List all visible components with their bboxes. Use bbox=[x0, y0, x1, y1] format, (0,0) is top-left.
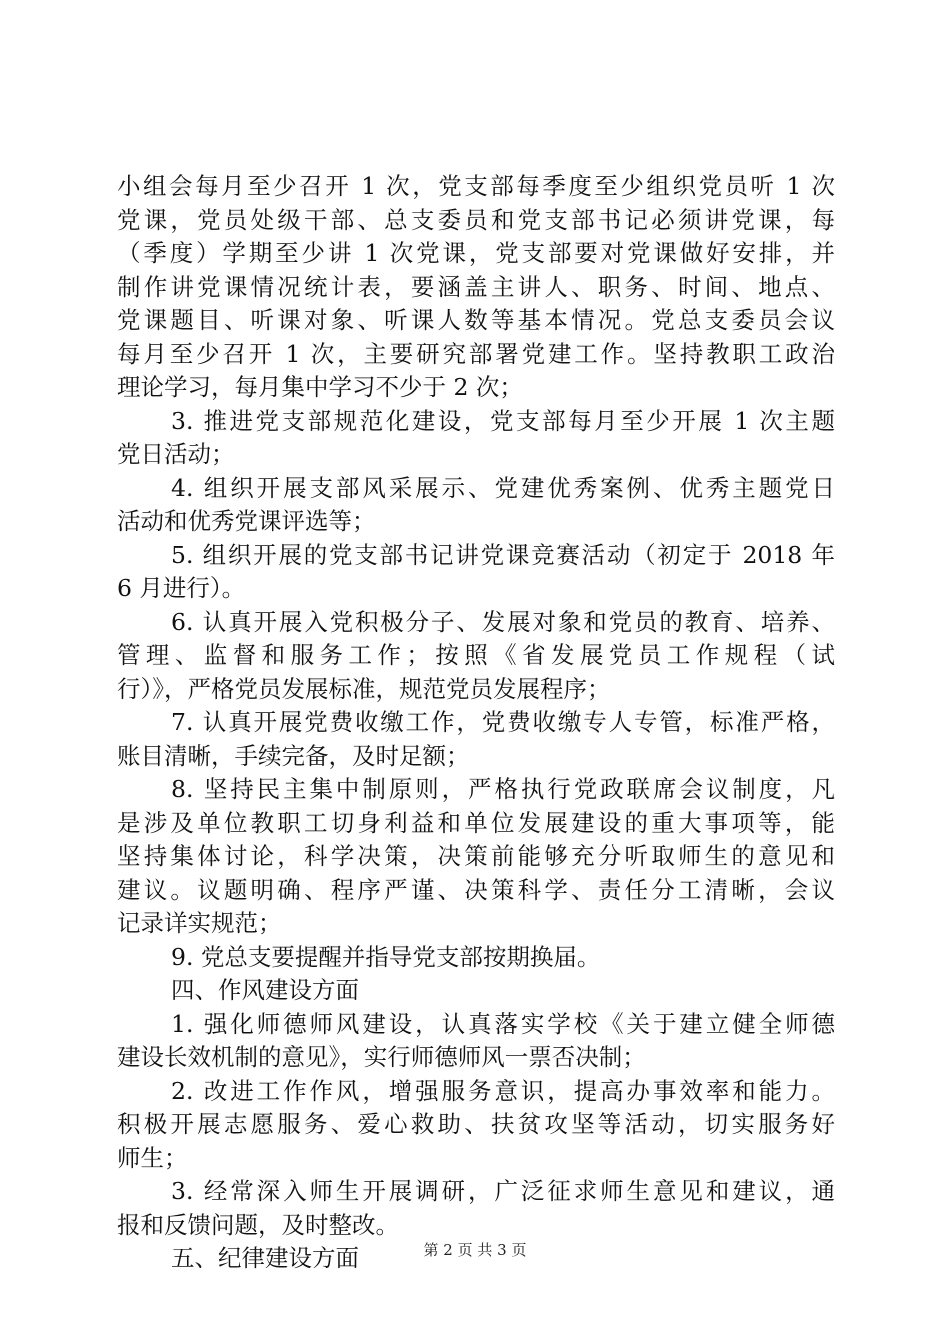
text-line: 记录详实规范； bbox=[117, 909, 282, 937]
text-line: 5. 组织开展的党支部书记讲党课竞赛活动（初定于 2018 年 bbox=[171, 540, 835, 569]
text-line: 管理、监督和服务工作；按照《省发展党员工作规程（试 bbox=[117, 641, 835, 669]
text-line: 8. 坚持民主集中制原则，严格执行党政联席会议制度，凡 bbox=[171, 775, 835, 803]
text-line: 党日活动； bbox=[117, 440, 235, 468]
text-line: （季度）学期至少讲 1 次党课，党支部要对党课做好安排，并 bbox=[117, 239, 835, 267]
text-line: 建议。议题明确、程序严谨、决策科学、责任分工清晰，会议 bbox=[117, 875, 835, 904]
text-line: 党课，党员处级干部、总支委员和党支部书记必须讲党课，每 bbox=[117, 205, 835, 234]
text-line: 3. 推进党支部规范化建设，党支部每月至少开展 1 次主题 bbox=[171, 406, 835, 435]
text-line: 理论学习，每月集中学习不少于 2 次； bbox=[117, 373, 523, 401]
page-footer bbox=[0, 1240, 950, 1260]
text-line: 活动和优秀党课评选等； bbox=[117, 507, 376, 535]
text-line: 党课题目、听课对象、听课人数等基本情况。党总支委员会议 bbox=[117, 306, 835, 334]
text-line: 6. 认真开展入党积极分子、发展对象和党员的教育、培养、 bbox=[171, 607, 835, 636]
section-heading: 四、作风建设方面 bbox=[171, 976, 359, 1004]
text-line: 1. 强化师德师风建设，认真落实学校《关于建立健全师德 bbox=[171, 1009, 835, 1038]
text-line: 6 月进行）。 bbox=[117, 574, 246, 602]
text-line: 4. 组织开展支部风采展示、党建优秀案例、优秀主题党日 bbox=[171, 473, 835, 502]
page-number: 第 2 页 共 3 页 bbox=[423, 1241, 527, 1259]
text-line: 9. 党总支要提醒并指导党支部按期换届。 bbox=[171, 942, 601, 971]
body-text bbox=[117, 170, 835, 1276]
text-line: 3. 经常深入师生开展调研，广泛征求师生意见和建议，通 bbox=[171, 1177, 835, 1205]
text-line: 是涉及单位教职工切身利益和单位发展建设的重大事项等，能 bbox=[117, 808, 835, 837]
text-line: 积极开展志愿服务、爱心救助、扶贫攻坚等活动，切实服务好 bbox=[117, 1110, 835, 1138]
section-heading: 五、纪律建设方面 bbox=[171, 1244, 359, 1272]
text-line: 制作讲党课情况统计表，要涵盖主讲人、职务、时间、地点、 bbox=[117, 272, 835, 301]
text-line: 师生； bbox=[117, 1143, 188, 1172]
text-line: 账目清晰，手续完备，及时足额； bbox=[117, 741, 470, 770]
text-line: 坚持集体讨论，科学决策，决策前能够充分听取师生的意见和 bbox=[117, 842, 835, 870]
text-line: 每月至少召开 1 次，主要研究部署党建工作。坚持教职工政治 bbox=[117, 339, 835, 368]
text-line: 2. 改进工作作风，增强服务意识，提高办事效率和能力。 bbox=[171, 1076, 835, 1105]
text-line: 建设长效机制的意见》，实行师德师风一票否决制； bbox=[117, 1043, 646, 1071]
text-line: 7. 认真开展党费收缴工作，党费收缴专人专管，标准严格， bbox=[171, 708, 835, 736]
text-line: 行）》，严格党员发展标准，规范党员发展程序； bbox=[117, 674, 611, 703]
text-line: 报和反馈问题，及时整改。 bbox=[117, 1210, 399, 1239]
text-line: 小组会每月至少召开 1 次，党支部每季度至少组织党员听 1 次 bbox=[117, 172, 835, 200]
